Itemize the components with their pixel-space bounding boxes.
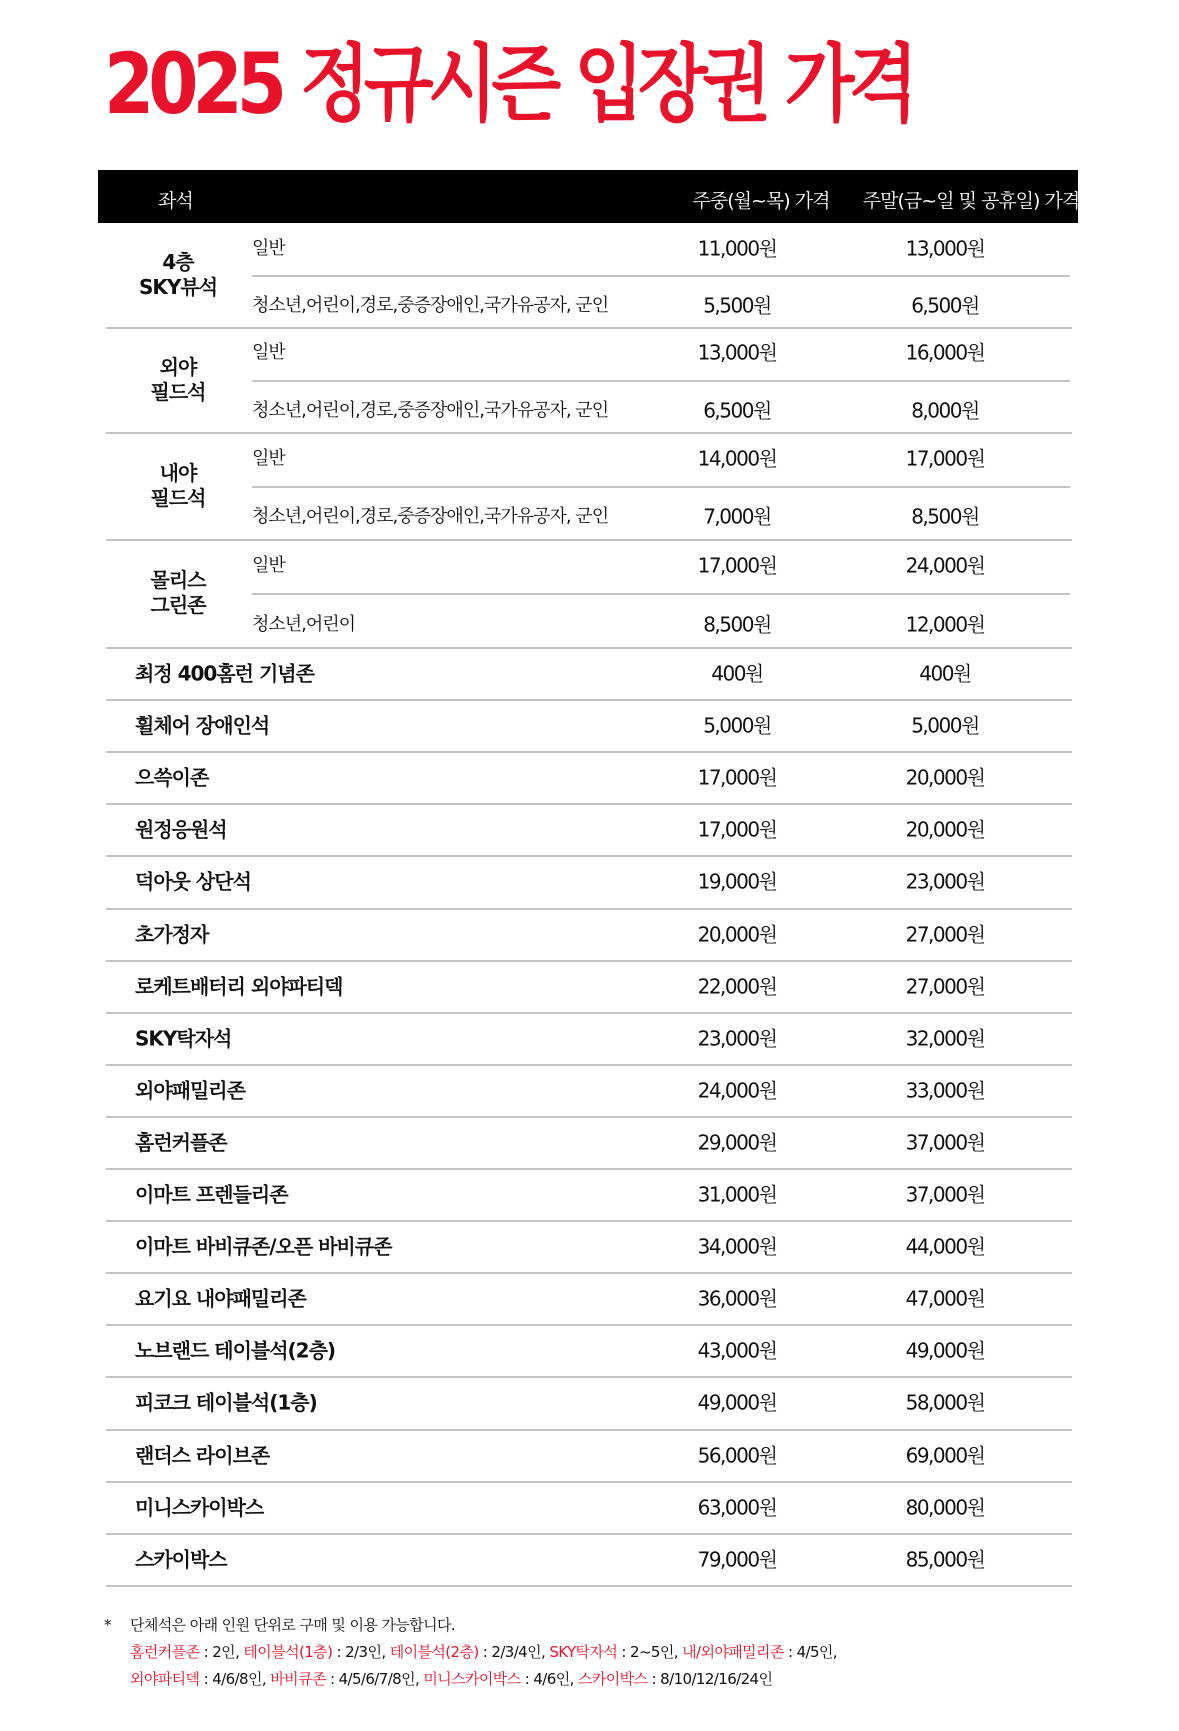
notes [104,1612,837,1693]
seat-name: 노브랜드 테이블석(2층) [135,1338,336,1363]
row-divider [106,1585,1072,1587]
row-divider [106,1220,1072,1222]
note-seat-name: 홈런커플존 [130,1643,200,1661]
group-name-part: 몰리스 [150,568,206,592]
weekend-price: 85,000원 [905,1547,985,1572]
weekday-price: 13,000원 [697,340,777,365]
seat-name: 원정응원석 [135,817,227,842]
weekday-price: 6,500원 [703,398,771,423]
seat-name: 랜더스 라이브존 [135,1443,270,1468]
weekend-price: 400원 [919,661,971,686]
weekend-price: 23,000원 [905,869,985,894]
weekday-price: 63,000원 [697,1495,777,1520]
row-divider [106,1168,1072,1170]
note-star: * [104,1616,111,1634]
weekend-price: 44,000원 [905,1234,985,1259]
weekday-price: 24,000원 [697,1078,777,1103]
note-seat-value: : 4/5/6/7/8인, [325,1670,424,1688]
seat-name: 으쓱이존 [135,765,209,790]
header-weekend: 주말(금~일 및 공휴일) 가격 [862,190,1080,212]
page-title: 2025 정규시즌 입장권 가격 [104,35,913,133]
weekend-price: 24,000원 [905,553,985,578]
row-divider [106,960,1072,962]
sub-label: 청소년,어린이 [252,614,356,635]
weekend-price: 27,000원 [905,974,985,999]
header-weekday: 주중(월~목) 가격 [692,190,830,212]
row-divider [106,1429,1072,1431]
group-name-part: 4층 [162,250,194,274]
weekend-price: 37,000원 [905,1182,985,1207]
weekday-price: 17,000원 [697,553,777,578]
sub-label: 일반 [252,555,285,576]
seat-name: 덕아웃 상단석 [135,869,251,894]
weekday-price: 5,500원 [703,293,771,318]
weekend-price: 33,000원 [905,1078,985,1103]
weekend-price: 20,000원 [905,765,985,790]
weekend-price: 27,000원 [905,922,985,947]
weekend-price: 49,000원 [905,1338,985,1363]
seat-name: 이마트 바비큐존/오픈 바비큐존 [135,1234,392,1259]
weekday-price: 29,000원 [697,1130,777,1155]
note-seat-name: 외야파티덱 [130,1670,200,1688]
weekend-price: 8,500원 [911,504,979,529]
weekday-price: 31,000원 [697,1182,777,1207]
note-intro: 단체석은 아래 인원 단위로 구매 및 이용 가능합니다. [130,1616,456,1634]
note-seat-value: : 4/5인, [783,1643,837,1661]
weekday-price: 36,000원 [697,1286,777,1311]
weekday-price: 17,000원 [697,817,777,842]
row-divider [106,1012,1072,1014]
group-divider [106,432,1072,434]
weekend-price: 47,000원 [905,1286,985,1311]
weekday-price: 23,000원 [697,1026,777,1051]
row-divider [106,1376,1072,1378]
table-header [98,170,1078,223]
weekend-price: 69,000원 [905,1443,985,1468]
seat-name: 최정 400홈런 기념존 [135,661,314,686]
weekday-price: 17,000원 [697,765,777,790]
row-divider [106,803,1072,805]
row-divider [106,908,1072,910]
weekend-price: 5,000원 [911,713,979,738]
note-seat-name: 테이블석(2층) [389,1643,479,1661]
seat-name: 외야패밀리존 [135,1078,245,1103]
weekday-price: 79,000원 [697,1547,777,1572]
group-name-part: 내야 [159,460,197,485]
group-name [108,568,248,618]
sub-label: 일반 [252,342,285,364]
weekday-price: 5,000원 [703,713,771,738]
seat-name: 로케트배터리 외야파티덱 [135,974,343,999]
note-line-2 [104,1639,837,1666]
weekday-price: 11,000원 [697,236,777,261]
weekday-price: 43,000원 [697,1338,777,1363]
row-divider [106,1064,1072,1066]
sub-divider [252,486,1070,488]
note-seat-name: 미니스카이박스 [423,1670,521,1688]
row-divider [106,1533,1072,1535]
note-seat-value: : 2~5인, [617,1643,683,1661]
weekend-price: 20,000원 [905,817,985,842]
weekday-price: 14,000원 [697,446,777,471]
weekday-price: 8,500원 [703,612,771,637]
seat-name: SKY탁자석 [135,1026,232,1051]
group-name-part: 그린존 [150,593,206,617]
weekday-price: 56,000원 [697,1443,777,1468]
sub-label: 일반 [252,238,285,259]
weekday-price: 7,000원 [703,504,771,529]
note-seat-name: SKY탁자석 [549,1643,618,1661]
group-name-part: 외야 [159,354,197,379]
sub-divider [252,275,1070,277]
note-seat-name: 스카이박스 [577,1670,648,1688]
group-divider [106,647,1072,649]
group-name [108,461,248,511]
seat-name: 홈런커플존 [135,1130,227,1155]
seat-name: 스카이박스 [135,1547,227,1572]
row-divider [106,855,1072,857]
seat-name: 이마트 프렌들리존 [135,1182,288,1207]
row-divider [106,699,1072,701]
row-divider [106,1116,1072,1118]
header-seat: 좌석 [158,190,193,212]
weekend-price: 37,000원 [905,1130,985,1155]
weekend-price: 12,000원 [905,612,985,637]
seat-name: 미니스카이박스 [135,1495,264,1520]
row-divider [106,1481,1072,1483]
sub-label: 일반 [252,447,285,469]
sub-divider [252,593,1070,595]
sub-label: 청소년,어린이,경로,중증장애인,국가유공자, 군인 [252,295,609,316]
note-seat-value: : 2인, [199,1643,244,1661]
seat-name: 요기요 내야패밀리존 [135,1286,306,1311]
group-name [108,250,248,300]
row-divider [106,1324,1072,1326]
row-divider [106,1272,1072,1274]
note-seat-value: : 2/3/4인, [478,1643,550,1661]
weekend-price: 32,000원 [905,1026,985,1051]
weekend-price: 6,500원 [911,293,979,318]
note-seat-value: : 8/10/12/16/24인 [647,1670,773,1688]
weekday-price: 22,000원 [697,974,777,999]
group-divider [106,327,1072,329]
weekend-price: 16,000원 [905,340,985,365]
weekend-price: 8,000원 [911,398,979,423]
weekday-price: 34,000원 [697,1234,777,1259]
note-seat-name: 내/외야패밀리존 [682,1643,784,1661]
weekend-price: 58,000원 [905,1390,985,1415]
seat-name: 초가정자 [135,922,209,947]
sub-label: 청소년,어린이,경로,중증장애인,국가유공자, 군인 [252,399,609,421]
weekday-price: 19,000원 [697,869,777,894]
seat-name: 피코크 테이블석(1층) [135,1390,317,1415]
note-seat-name: 테이블석(1층) [243,1643,333,1661]
weekday-price: 49,000원 [697,1390,777,1415]
group-divider [106,539,1072,541]
weekend-price: 13,000원 [905,236,985,261]
seat-name: 휠체어 장애인석 [135,713,270,738]
sub-label: 청소년,어린이,경로,중증장애인,국가유공자, 군인 [252,506,609,528]
sub-divider [252,380,1070,382]
group-name [108,355,248,405]
weekday-price: 20,000원 [697,922,777,947]
note-line-3 [104,1666,837,1693]
group-name-part: 필드석 [150,379,206,404]
weekday-price: 400원 [711,661,763,686]
group-name-part: SKY뷰석 [138,275,218,299]
note-seat-name: 바비큐존 [270,1670,326,1688]
note-seat-value: : 4/6인, [520,1670,578,1688]
group-name-part: 필드석 [150,485,206,510]
weekend-price: 80,000원 [905,1495,985,1520]
note-seat-value: : 4/6/8인, [199,1670,271,1688]
row-divider [106,751,1072,753]
note-seat-value: : 2/3인, [332,1643,390,1661]
weekend-price: 17,000원 [905,446,985,471]
